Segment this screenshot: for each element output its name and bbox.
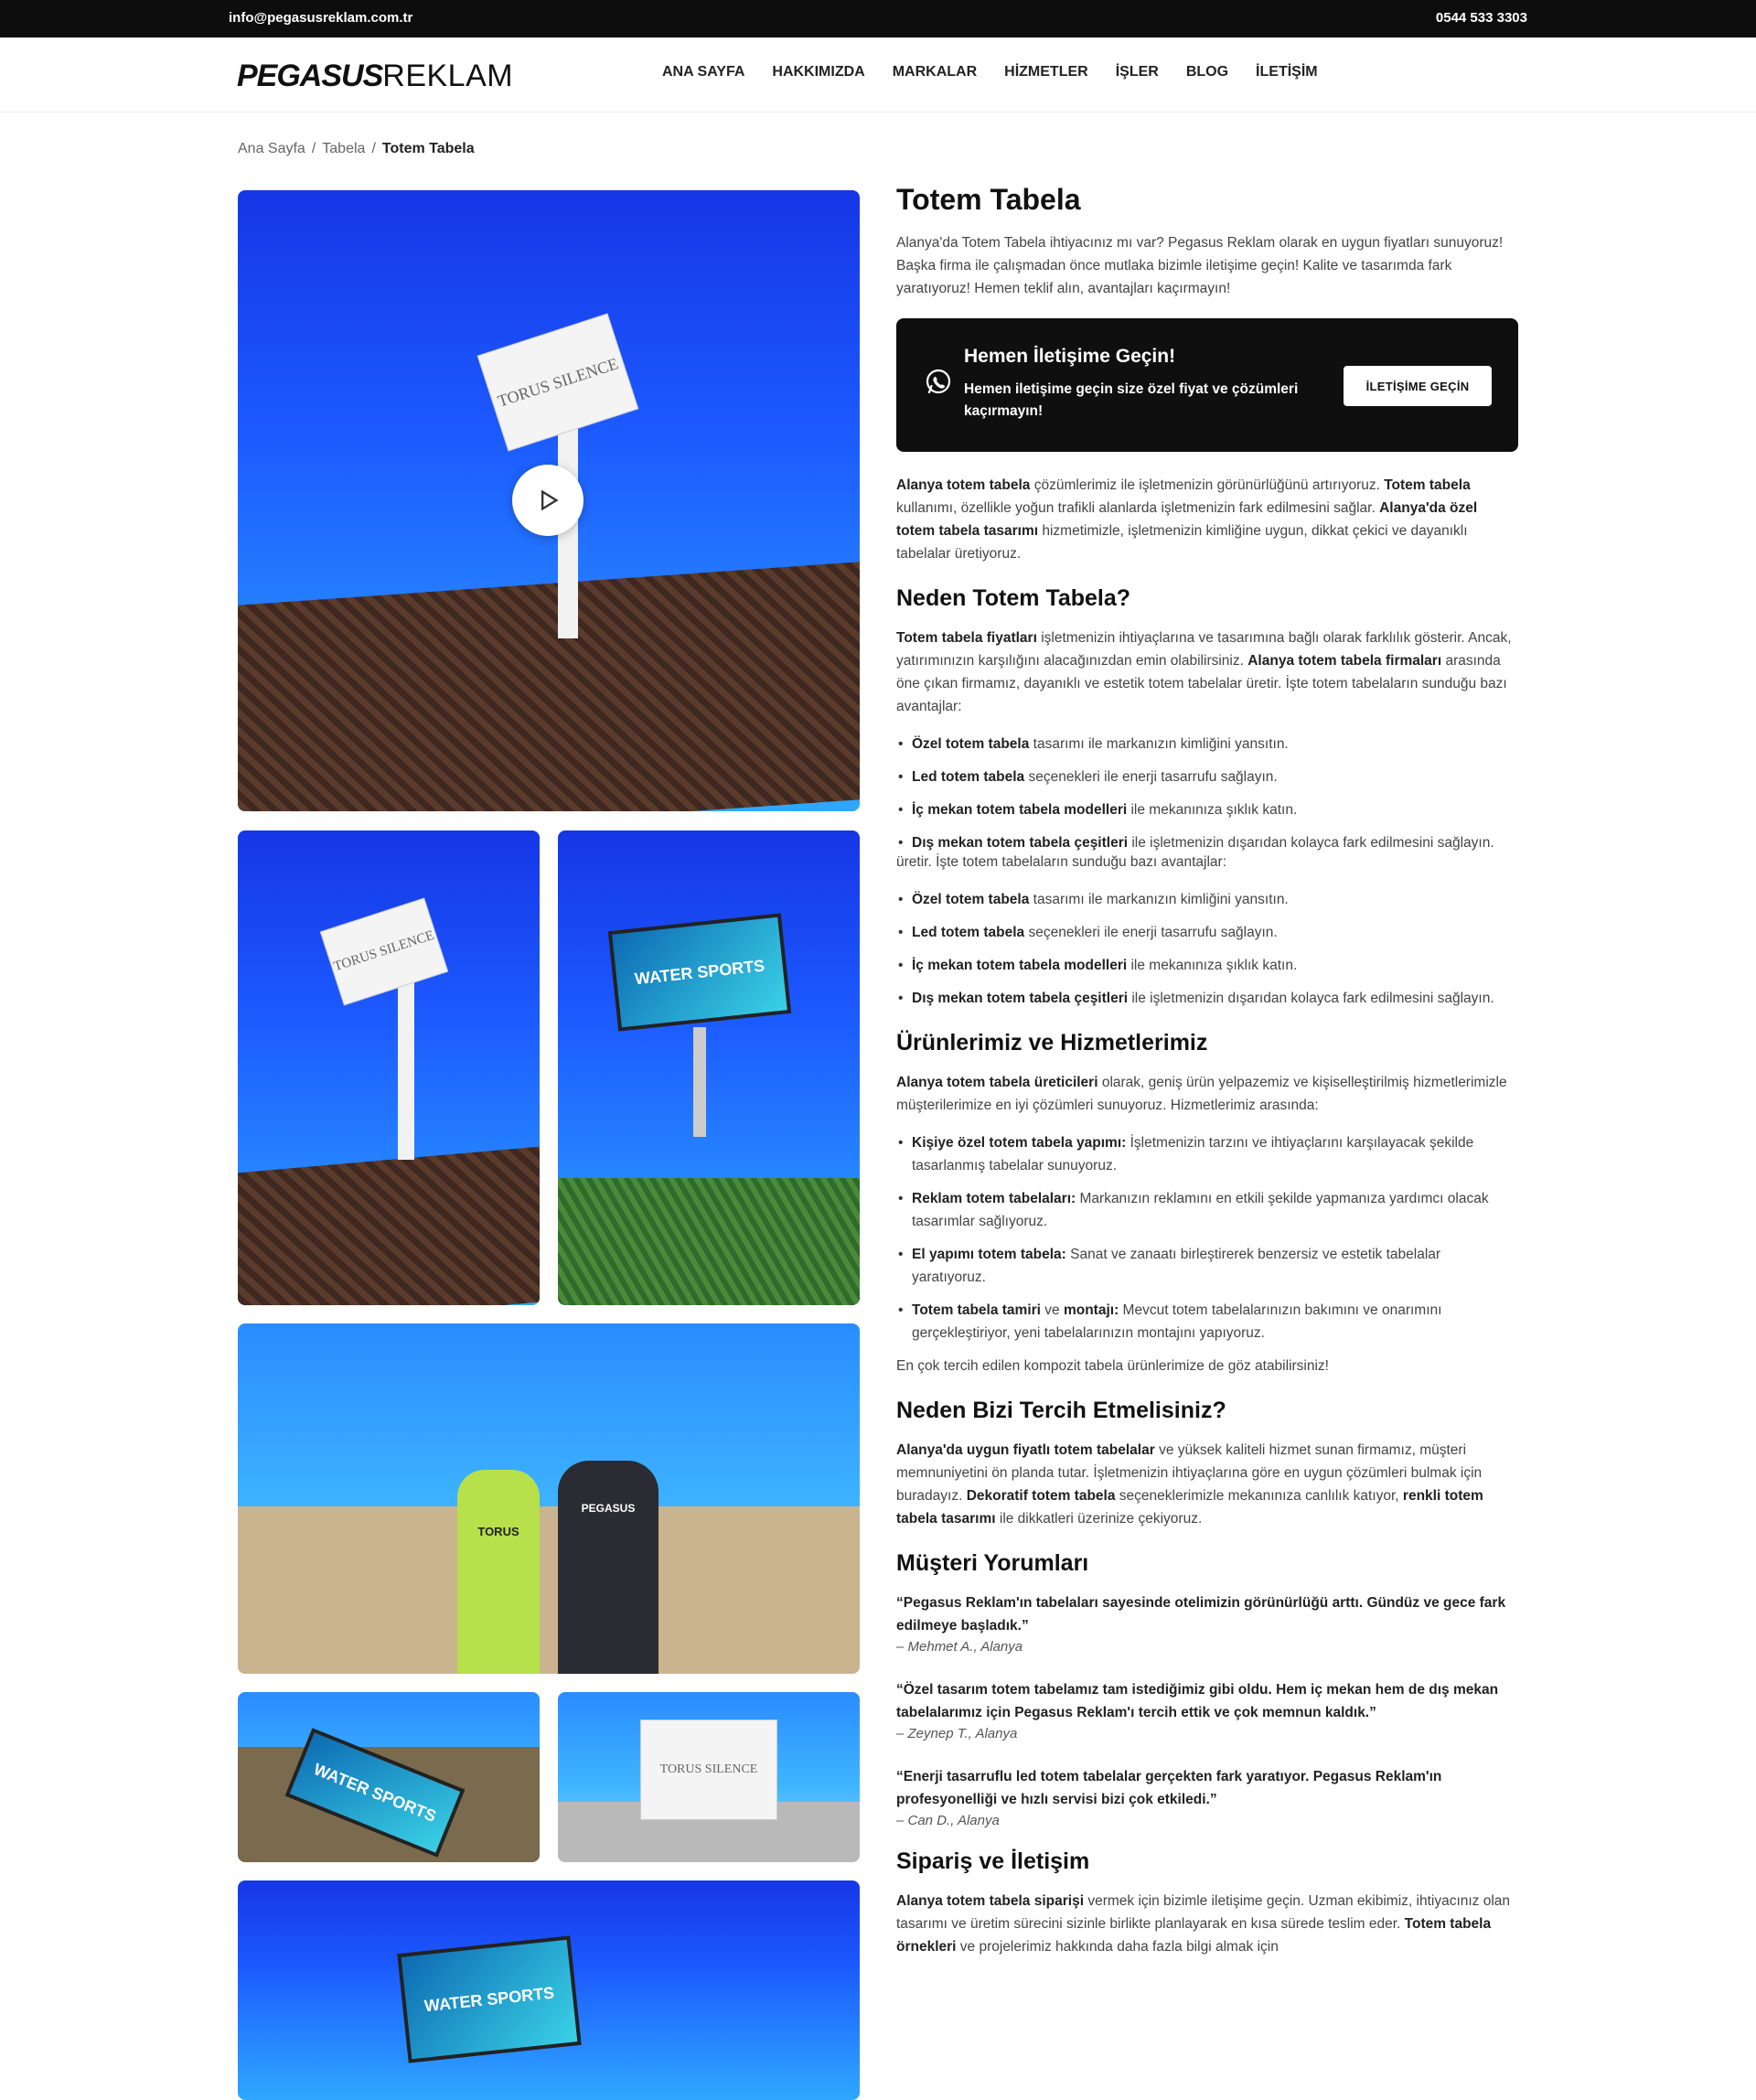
nav-about[interactable]: HAKKIMIZDA: [772, 64, 865, 80]
intro-text: Alanya'da Totem Tabela ihtiyacınız mı var? Pegasus Reklam olarak en uygun fiyatları sunuyoruz! Başka firma ile çalışmadan önce mutlaka bizimle iletişime geçin! Kalite ve tasarımda fark yaratıyoruz! Hemen teklif alın, avantajları kaçırmayın!: [896, 235, 1504, 296]
gallery-image-7[interactable]: [238, 1880, 860, 2100]
heading-products: Ürünlerimiz ve Hizmetlerimiz: [896, 1030, 1208, 1055]
nav-services[interactable]: HİZMETLER: [1004, 64, 1088, 80]
billboard-image: WATER SPORTS: [285, 1728, 466, 1858]
list-item: • Kişiye özel totem tabela yapımı: İşletmenizin tarzını ve ihtiyaçlarını karşılayacak şekilde tasarlanmış tabelalar sunuyoruz.: [896, 1131, 1518, 1177]
heading-why-us: Neden Bizi Tercih Etmelisiniz?: [896, 1398, 1226, 1423]
paragraph-2: Totem tabela fiyatları işletmenizin ihtiyaçlarına ve tasarımına bağlı olarak farklılık gösterir. Ancak, yatırımınızın karşılığını alacağınızdan emin olabilirsiniz. Alanya totem tabela firmaları arasında öne çıkan firmamız, dayanıklı ve estetik totem tabelalar üretir. İşte totem tabelaların sunduğu bazı avantajlar:: [896, 630, 1512, 714]
billboard-image: WATER SPORTS: [608, 913, 791, 1031]
contact-cta-box: [896, 318, 1518, 452]
heading-reviews: Müşteri Yorumları: [896, 1550, 1089, 1576]
gallery-image-6[interactable]: [558, 1692, 860, 1862]
contact-phone[interactable]: 0544 533 3303: [1435, 10, 1527, 26]
gallery-image-2[interactable]: [238, 830, 540, 1305]
article-content: [896, 183, 1518, 864]
list-item: • Özel totem tabela tasarımı ile markanızın kimliğini yansıtın.: [896, 733, 1518, 755]
review-item: “Enerji tasarruflu led totem tabelalar gerçekten fark yaratıyor. Pegasus Reklam'ın profesyonelliği ve hızlı servisi bizi çok etkiledi.” – Can D., Alanya: [896, 1769, 1442, 1828]
paragraph-5: Alanya totem tabela siparişi vermek için bizimle iletişime geçin. Uzman ekibimiz, ihtiyacınız olan tasarımı ve üretim sürecini sizinle birlikte planlayarak en kısa sürede teslim eder. Totem tabela örnekleri ve projelerimiz hakkında daha fazla bilgi almak için: [896, 1893, 1511, 1955]
totem-sign-image: TORUS SILENCE: [320, 898, 448, 1006]
paragraph-2-repeat: üretir. İşte totem tabelaların sunduğu bazı avantajlar:: [896, 854, 1227, 870]
play-button[interactable]: [512, 465, 584, 536]
breadcrumb-current: Totem Tabela: [381, 141, 475, 156]
cta-description: Hemen iletişime geçin size özel fiyat ve çözümleri kaçırmayın!: [964, 381, 1299, 419]
top-bar: [0, 0, 1756, 38]
site-header: [0, 38, 1756, 112]
breadcrumb-category[interactable]: Tabela: [322, 141, 366, 156]
composite-link-text[interactable]: En çok tercih edilen kompozit tabela ürünlerimize de göz atabilirsiniz!: [896, 1358, 1329, 1374]
article-content-continued: [896, 851, 1518, 1969]
cta-title: Hemen İletişime Geçin!: [964, 346, 1176, 367]
list-item: • İç mekan totem tabela modelleri ile mekanınıza şıklık katın.: [896, 954, 1518, 977]
whatsapp-icon[interactable]: [924, 367, 953, 396]
totem-sign-image: TORUS SILENCE: [640, 1720, 777, 1820]
review-item: “Pegasus Reklam'ın tabelaları sayesinde otelimizin görünürlüğü arttı. Gündüz ve gece fark edilmeye başladık.” – Mehmet A., Alanya: [896, 1595, 1506, 1655]
gallery-video-main[interactable]: [238, 190, 860, 811]
contact-button[interactable]: İLETİŞİME GEÇİN: [1344, 366, 1492, 406]
gallery-image-3[interactable]: [558, 830, 860, 1305]
main-nav: [662, 64, 1318, 80]
breadcrumb-home[interactable]: Ana Sayfa: [238, 141, 305, 156]
page-title: Totem Tabela: [896, 183, 1081, 216]
services-list: [896, 1131, 1518, 1345]
nav-contact[interactable]: İLETİŞİM: [1256, 64, 1318, 80]
nav-brands[interactable]: MARKALAR: [892, 64, 978, 80]
paragraph-4: Alanya'da uygun fiyatlı totem tabelalar ve yüksek kaliteli hizmet sunan firmamız, müşteri memnuniyetini ön planda tutar. İşletmenizin ihtiyaçlarına göre en uygun çözümleri bulmak için buradayız. Dekoratif totem tabela seçeneklerimizle mekanınıza canlılık katıyor, renkli totem tabela tasarımı ile dikkatleri üzerinize çekiyoruz.: [896, 1442, 1483, 1527]
nav-home[interactable]: ANA SAYFA: [662, 64, 745, 80]
heading-order: Sipariş ve İletişim: [896, 1848, 1090, 1874]
advantages-list: [896, 733, 1518, 854]
list-item: • Dış mekan totem tabela çeşitleri ile işletmenizin dışarıdan kolayca fark edilmesini sağlayın.: [896, 831, 1518, 854]
heading-why-totem: Neden Totem Tabela?: [896, 585, 1131, 611]
list-item: • Led totem tabela seçenekleri ile enerji tasarrufu sağlayın.: [896, 766, 1518, 788]
list-item: • Totem tabela tamiri ve montajı: Mevcut totem tabelalarınızın bakımını ve onarımını gerçekleştiriyor, yeni tabelalarınızın montajını yapıyoruz.: [896, 1299, 1518, 1345]
worker-figure: PEGASUS: [558, 1461, 658, 1674]
totem-sign-image: TORUS SILENCE: [477, 314, 639, 452]
paragraph-3: Alanya totem tabela üreticileri olarak, geniş ürün yelpazemiz ve kişiselleştirilmiş hizmetlerimizle müşterilerimize en iyi çözümleri sunuyoruz. Hizmetlerimiz arasında:: [896, 1075, 1507, 1113]
list-item: • El yapımı totem tabela: Sanat ve zanaatı birleştirerek benzersiz ve estetik tabelalar yaratıyoruz.: [896, 1243, 1518, 1289]
list-item: • Dış mekan totem tabela çeşitleri ile işletmenizin dışarıdan kolayca fark edilmesini sağlayın.: [896, 987, 1518, 1010]
list-item: • Reklam totem tabelaları: Markanızın reklamını en etkili şekilde yapmanıza yardımcı olacak tasarımlar sağlıyoruz.: [896, 1187, 1518, 1233]
worker-figure: TORUS: [457, 1470, 540, 1674]
list-item: • Led totem tabela seçenekleri ile enerji tasarrufu sağlayın.: [896, 921, 1518, 944]
review-item: “Özel tasarım totem tabelamız tam istediğimiz gibi oldu. Hem iç mekan hem de dış mekan tabelalarımız için Pegasus Reklam'ı tercih ettik ve çok memnun kaldık.” – Zeynep T., Alanya: [896, 1682, 1499, 1741]
list-item: • İç mekan totem tabela modelleri ile mekanınıza şıklık katın.: [896, 798, 1518, 821]
list-item: • Özel totem tabela tasarımı ile markanızın kimliğini yansıtın.: [896, 888, 1518, 911]
paragraph-1: Alanya totem tabela çözümlerimiz ile işletmenizin görünürlüğünü artırıyoruz. Totem tabela kullanımı, özellikle yoğun trafikli alanlarda işletmenizin fark edilmesini sağlar. Alanya'da özel totem tabela tasarımı hizmetimizle, işletmenizin kimliğine uygun, dikkat çekici ve dayanıklı tabelalar üretiyoruz.: [896, 477, 1478, 562]
advantages-list-repeat: [896, 888, 1518, 1010]
nav-blog[interactable]: BLOG: [1185, 64, 1229, 80]
nav-works[interactable]: İŞLER: [1115, 64, 1159, 80]
gallery-image-5[interactable]: [238, 1692, 540, 1862]
billboard-image: WATER SPORTS: [397, 1935, 582, 2062]
site-logo[interactable]: PEGASUSREKLAM: [237, 59, 514, 93]
play-icon: [535, 488, 561, 513]
contact-email[interactable]: info@pegasusreklam.com.tr: [229, 10, 413, 26]
gallery-image-4[interactable]: [238, 1323, 860, 1674]
breadcrumb: Ana Sayfa / Tabela / Totem Tabela: [238, 141, 475, 156]
